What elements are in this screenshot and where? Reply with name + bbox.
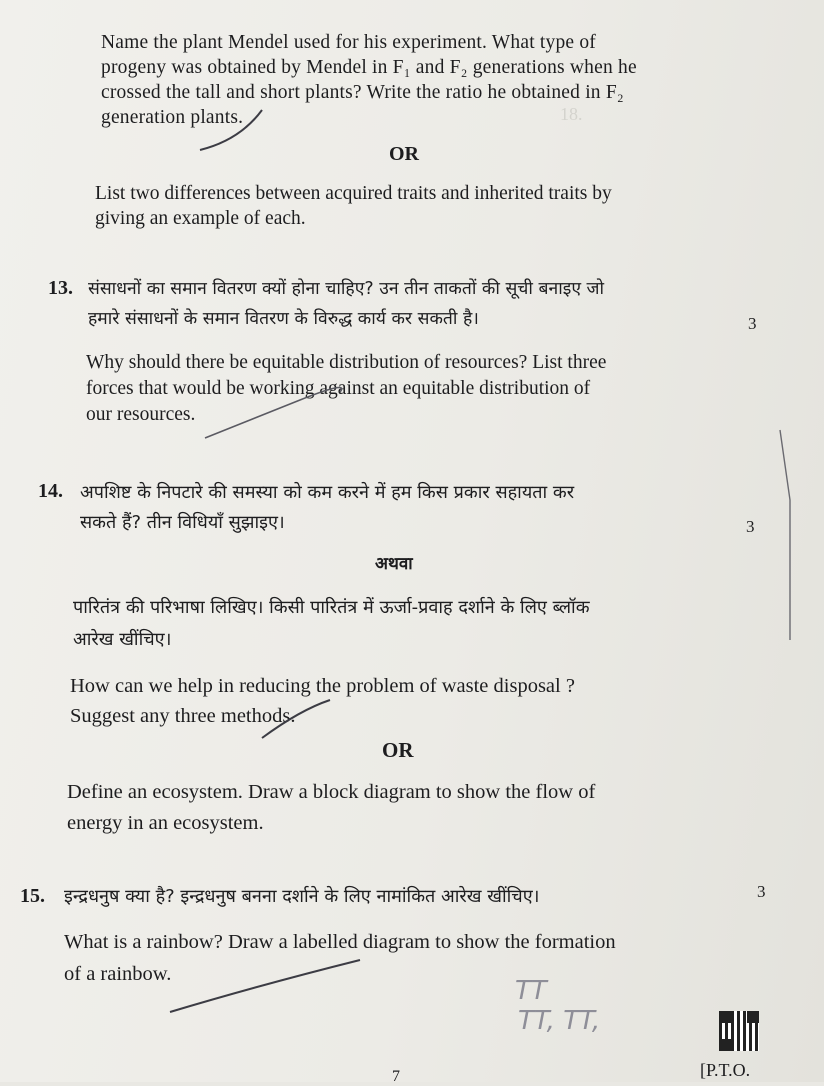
- q13-hindi-line: संसाधनों का समान वितरण क्यों होना चाहिए? उन तीन ताकतों की सूची बनाइए जो: [88, 279, 605, 299]
- q13-marks: 3: [748, 314, 757, 333]
- q14-hindi-line: अपशिष्ट के निपटारे की समस्या को कम करने में हम किस प्रकार सहायता कर: [80, 482, 575, 503]
- pen-stroke: [262, 700, 330, 738]
- handwritten-note: TT: [515, 976, 547, 1006]
- pen-stroke: [170, 960, 360, 1012]
- q15-english-line: of a rainbow.: [64, 963, 172, 985]
- q14-english-line: How can we help in reducing the problem of waste disposal ?: [70, 675, 575, 697]
- pto-label: [P.T.O.: [700, 1060, 751, 1080]
- q12-line: crossed the tall and short plants? Write the ratio he obtained in F₂: [101, 82, 624, 103]
- q12-line: progeny was obtained by Mendel in F₁ and F₂ generations when he: [101, 57, 637, 78]
- q13-english-line: Why should there be equitable distribution of resources? List three: [86, 352, 607, 373]
- handwritten-note: TT, TT,: [518, 1006, 601, 1036]
- q14-hindi-or-label: अथवा: [375, 554, 413, 574]
- qr-code: [719, 1011, 759, 1051]
- q14-hindi-alt-line: आरेख खींचिए।: [73, 629, 172, 650]
- q13-english-line: our resources.: [86, 404, 196, 425]
- show-through-text: 18.: [560, 104, 583, 124]
- pen-stroke: [205, 388, 342, 439]
- q15-marks: 3: [757, 882, 766, 901]
- q15-english-line: What is a rainbow? Draw a labelled diagram to show the formation: [64, 931, 616, 953]
- pen-stroke: [200, 110, 262, 150]
- q15-number: 15.: [20, 885, 45, 907]
- q13-number: 13.: [48, 277, 73, 299]
- q12-alt-line: List two differences between acquired traits and inherited traits by: [95, 183, 612, 204]
- page-number: 7: [392, 1068, 400, 1085]
- q13-english-line: forces that would be working against an equitable distribution of: [86, 378, 591, 399]
- q14-number: 14.: [38, 480, 63, 502]
- q12-line: generation plants.: [101, 107, 244, 128]
- q15-hindi-line: इन्द्रधनुष क्या है? इन्द्रधनुष बनना दर्शाने के लिए नामांकित आरेख खींचिए।: [64, 886, 540, 907]
- q14-hindi-alt-line: पारितंत्र की परिभाषा लिखिए। किसी पारितंत्र में ऊर्जा-प्रवाह दर्शाने के लिए ब्लॉक: [73, 597, 590, 618]
- q14-english-alt-line: Define an ecosystem. Draw a block diagram to show the flow of: [67, 781, 596, 803]
- q14-hindi-line: सकते हैं? तीन विधियाँ सुझाइए।: [80, 512, 285, 533]
- q13-hindi-line: हमारे संसाधनों के समान वितरण के विरुद्ध कार्य कर सकती है।: [88, 309, 479, 329]
- q12-alt-line: giving an example of each.: [95, 208, 306, 229]
- q14-english-line: Suggest any three methods.: [70, 705, 296, 727]
- q12-line: Name the plant Mendel used for his experiment. What type of: [101, 32, 597, 53]
- q14-or-label: OR: [382, 738, 414, 762]
- q14-marks: 3: [746, 517, 755, 536]
- margin-bracket: [780, 430, 790, 640]
- q12-or-label: OR: [389, 143, 419, 165]
- q14-english-alt-line: energy in an ecosystem.: [67, 812, 264, 834]
